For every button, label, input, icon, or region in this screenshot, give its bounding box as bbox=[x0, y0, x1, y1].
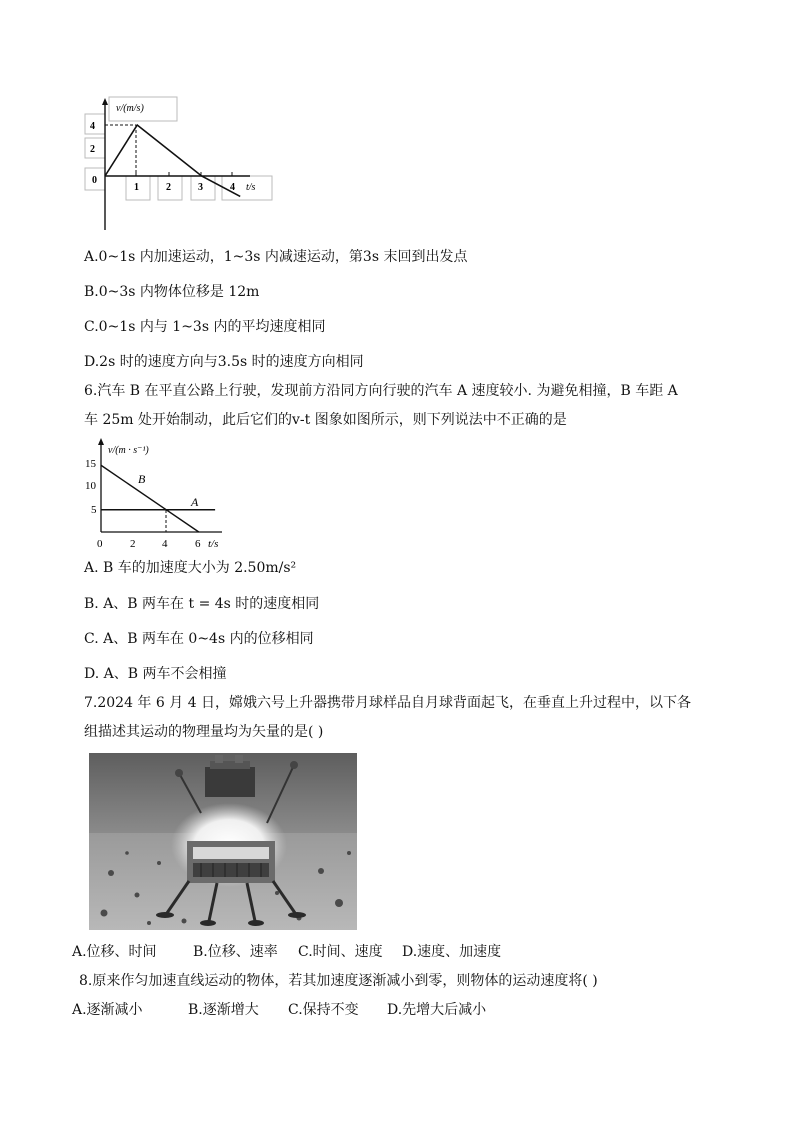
graph1-y-arrow bbox=[102, 98, 108, 105]
graph1-y-tick-2: 2 bbox=[90, 144, 95, 155]
q7-option-c: C.时间、速度 bbox=[298, 944, 383, 960]
graph2-y-label: v/(m · s⁻¹) bbox=[108, 445, 149, 456]
q8-option-a: A.逐渐减小 bbox=[72, 1002, 143, 1018]
q6-option-d: D. A、B 两车不会相撞 bbox=[84, 666, 227, 682]
q7-stem-line2: 组描述其运动的物理量均为矢量的是( ) bbox=[84, 724, 324, 740]
graph1-y-label: v/(m/s) bbox=[116, 103, 144, 114]
graph2-x-tick-2: 2 bbox=[130, 538, 136, 550]
graph1-y-tick-4: 4 bbox=[90, 121, 95, 132]
graph2-svg bbox=[82, 436, 232, 554]
graph2-label-b: B bbox=[138, 472, 146, 486]
q6-stem-line2: 车 25m 处开始制动，此后它们的v-t 图象如图所示，则下列说法中不正确的是 bbox=[84, 412, 567, 428]
graph2-x-tick-0: 0 bbox=[97, 538, 103, 550]
graph1-x-label: t/s bbox=[246, 182, 256, 193]
graph1-y-tick-0: 0 bbox=[92, 175, 97, 186]
graph1-x-tick-2: 2 bbox=[166, 182, 171, 193]
graph2-x-label: t/s bbox=[208, 538, 219, 550]
graph2-line-b bbox=[101, 465, 199, 532]
graph1-tick-box bbox=[85, 138, 105, 158]
graph1-x-tick-1: 1 bbox=[134, 182, 139, 193]
graph1-tick-box bbox=[191, 176, 215, 200]
q7-stem-line1: 7.2024 年 6 月 4 日，嫦娥六号上升器携带月球样品自月球背面起飞，在垂直上升过程中，以下各 bbox=[84, 695, 692, 711]
lunar-lander-photo bbox=[89, 753, 357, 930]
graph1-tick-box bbox=[85, 114, 105, 134]
q6-option-c: C. A、B 两车在 0~4s 内的位移相同 bbox=[84, 631, 314, 647]
graph2-x-tick-4: 4 bbox=[162, 538, 168, 550]
graph2-label-a: A bbox=[191, 495, 199, 509]
q5-option-c: C.0~1s 内与 1~3s 内的平均速度相同 bbox=[84, 319, 326, 335]
q6-option-a: A. B 车的加速度大小为 2.50m/s² bbox=[84, 560, 297, 576]
lander-illustration bbox=[89, 753, 357, 930]
graph1-x-tick-4: 4 bbox=[230, 182, 235, 193]
q7-option-d: D.速度、加速度 bbox=[402, 944, 502, 960]
graph1-velocity-line bbox=[105, 125, 240, 196]
velocity-time-graph-1 bbox=[80, 92, 280, 241]
graph2-y-tick-10: 10 bbox=[85, 480, 96, 492]
q6-stem-line1: 6.汽车 B 在平直公路上行驶，发现前方沿同方向行驶的汽车 A 速度较小. 为避免相撞，B 车距 A bbox=[84, 383, 678, 399]
q8-stem: 8.原来作匀加速直线运动的物体，若其加速度逐渐减小到零，则物体的运动速度将( ) bbox=[79, 973, 598, 989]
velocity-time-graph-2 bbox=[82, 436, 232, 558]
graph1-svg bbox=[80, 92, 280, 237]
q5-option-d: D.2s 时的速度方向与3.5s 时的速度方向相同 bbox=[84, 354, 364, 370]
q8-option-b: B.逐渐增大 bbox=[188, 1002, 259, 1018]
q5-option-b: B.0~3s 内物体位移是 12m bbox=[84, 284, 260, 300]
q8-option-c: C.保持不变 bbox=[288, 1002, 359, 1018]
graph2-y-arrow bbox=[98, 438, 104, 445]
q6-option-b: B. A、B 两车在 t = 4s 时的速度相同 bbox=[84, 596, 320, 612]
graph2-x-tick-6: 6 bbox=[195, 538, 201, 550]
q7-option-b: B.位移、速率 bbox=[193, 944, 278, 960]
graph2-y-tick-15: 15 bbox=[85, 458, 96, 470]
q8-option-d: D.先增大后减小 bbox=[387, 1002, 487, 1018]
q7-option-a: A.位移、时间 bbox=[72, 944, 157, 960]
graph1-x-tick-3: 3 bbox=[198, 182, 203, 193]
graph2-y-tick-5: 5 bbox=[91, 504, 97, 516]
q5-option-a: A.0~1s 内加速运动，1~3s 内减速运动，第3s 末回到出发点 bbox=[84, 249, 468, 265]
